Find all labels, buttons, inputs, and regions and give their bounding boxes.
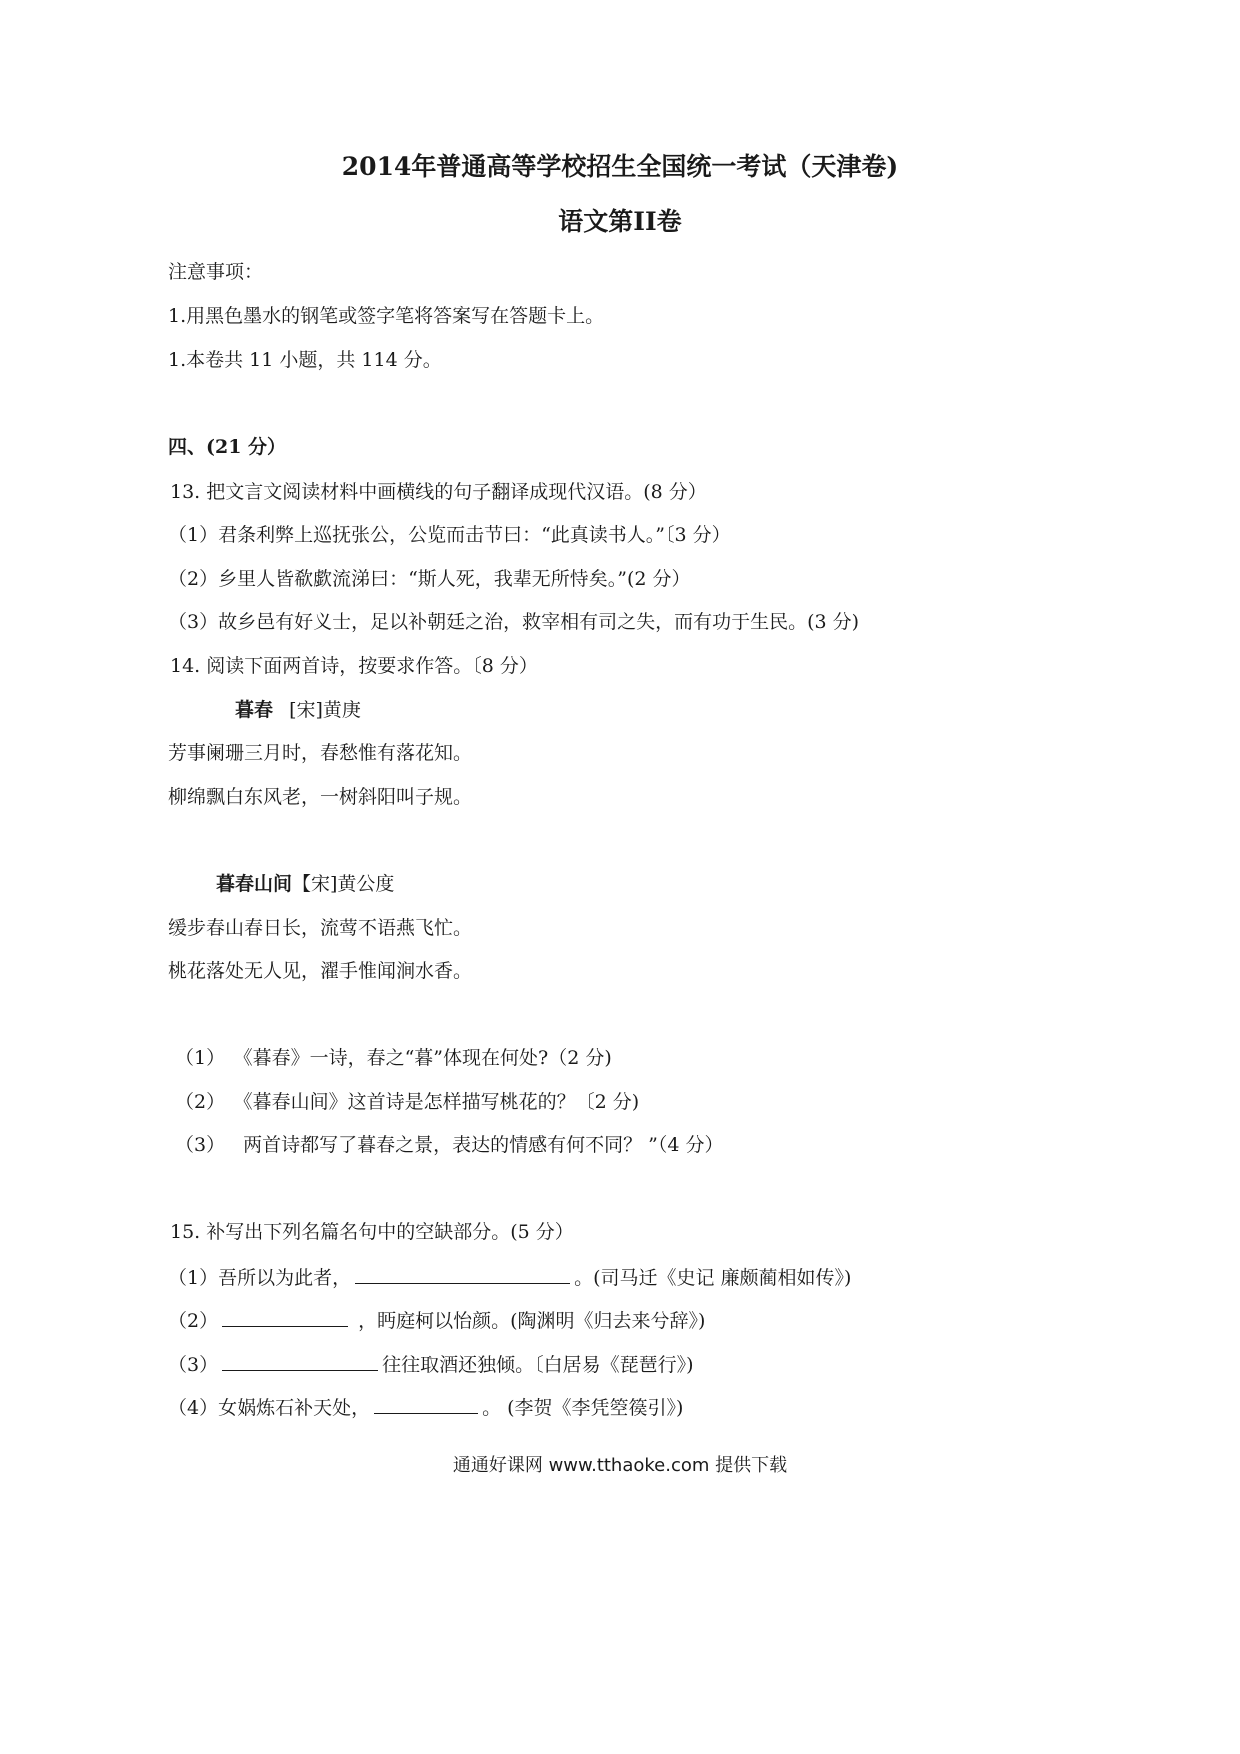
poem2-author: 【宋]黄公度 (292, 873, 395, 895)
poem1-title: 暮春 (235, 699, 274, 721)
q13-item-2: （2）乡里人皆欷歔流涕曰：“斯人死，我辈无所恃矣。”(2 分） (168, 568, 691, 590)
q15-item-1 (168, 1263, 851, 1291)
q15-item-2-before: （2） (168, 1310, 219, 1332)
poem2-title: 暮春山间 (216, 873, 293, 895)
section-heading: 四、(21 分） (168, 436, 287, 458)
q14-question-1-text: 《暮春》一诗，春之“暮”体现在何处?（2 分) (243, 1047, 612, 1069)
q15-item-3-after: 往往取酒还独倾。〔白居易《琵琶行》) (382, 1354, 694, 1376)
q13-stem: 13. 把文言文阅读材料中画横线的句子翻译成现代汉语。(8 分） (170, 481, 707, 503)
poem2-heading (216, 871, 394, 897)
notice-item-1: 1.用黑色墨水的钢笔或签字笔将答案写在答题卡上。 (168, 305, 605, 327)
q14-question-3 (175, 1132, 723, 1158)
answer-blank[interactable] (222, 1350, 378, 1371)
q13-item-1: （1）君条利弊上巡抚张公，公览而击节曰：“此真读书人。”〔3 分） (168, 524, 731, 546)
notice-item-2: 1.本卷共 11 小题，共 114 分。 (168, 349, 442, 371)
q15-item-3 (168, 1350, 694, 1378)
poem1-heading (235, 697, 361, 723)
q15-item-4-after: 。 (李贺《李凭箜篌引》) (482, 1397, 684, 1419)
q14-question-1 (175, 1045, 612, 1071)
q14-question-2-text: 《暮春山间》这首诗是怎样描写桃花的？〔2 分) (243, 1091, 640, 1113)
poem1-author: [宋]黄庚 (289, 699, 361, 721)
answer-blank[interactable] (222, 1306, 348, 1327)
q15-item-4-before: （4）女娲炼石补天处， (168, 1397, 371, 1419)
q15-item-3-before: （3） (168, 1354, 219, 1376)
q15-item-2 (168, 1306, 705, 1334)
q14-question-2 (175, 1089, 639, 1115)
poem2-line-2: 桃花落处无人见，濯手惟闻涧水香。 (168, 960, 473, 982)
answer-blank[interactable] (374, 1393, 478, 1414)
poem1-line-1: 芳事阑珊三月时，春愁惟有落花知。 (168, 742, 473, 764)
q14-stem: 14. 阅读下面两首诗，按要求作答。〔8 分） (170, 655, 538, 677)
q15-item-2-after: ，眄庭柯以怡颜。(陶渊明《归去来兮辞》) (358, 1310, 706, 1332)
q15-stem: 15. 补写出下列名篇名句中的空缺部分。(5 分） (170, 1221, 574, 1243)
footer-credit: 通通好课网 www.tthaoke.com 提供下载 (452, 1455, 788, 1476)
poem2-line-1: 缓步春山春日长，流莺不语燕飞忙。 (168, 917, 473, 939)
q14-question-1-num: （1） (175, 1047, 226, 1069)
q15-item-4 (168, 1393, 683, 1421)
q15-item-1-after: 。(司马迁《史记 廉颇蔺相如传》) (574, 1267, 852, 1289)
answer-blank[interactable] (355, 1263, 570, 1284)
q14-question-3-num: （3） (175, 1134, 226, 1156)
q15-item-1-before: （1）吾所以为此者， (168, 1267, 352, 1289)
notice-heading: 注意事项： (168, 261, 264, 283)
q14-question-2-num: （2） (175, 1091, 226, 1113)
exam-subtitle: 语文第II卷 (558, 207, 682, 236)
q13-item-3: （3）故乡邑有好义士，足以补朝廷之治，救宰相有司之失，而有功于生民。(3 分) (168, 611, 860, 633)
poem1-line-2: 柳绵飘白东风老，一树斜阳叫子规。 (168, 786, 473, 808)
exam-title: 2014年普通高等学校招生全国统一考试（天津卷) (341, 152, 899, 181)
q14-question-3-text: 两首诗都写了暮春之景，表达的情感有何不同？ ”（4 分） (243, 1134, 724, 1156)
